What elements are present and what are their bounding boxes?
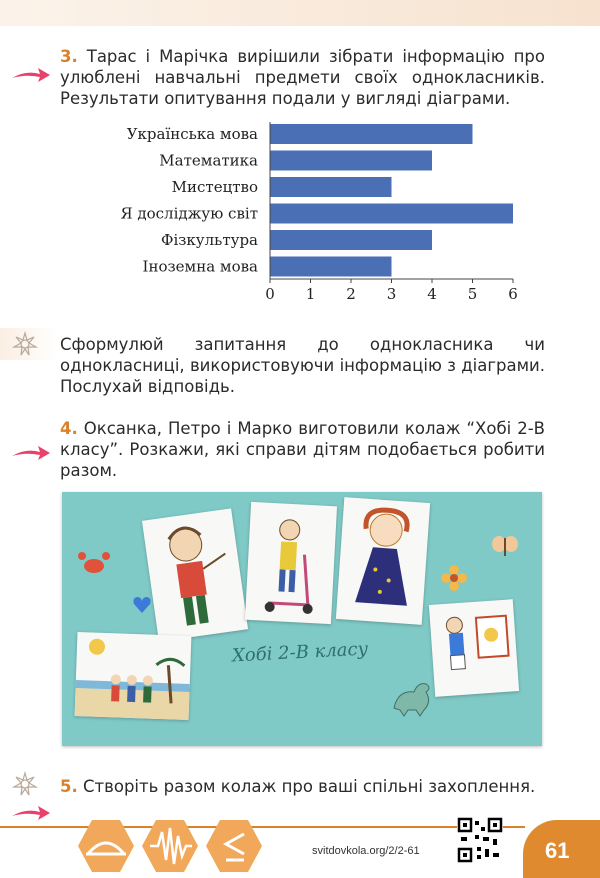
chart-bar [270, 204, 513, 224]
arrow-icon [10, 62, 52, 84]
chart-category-label: Іноземна мова [142, 257, 258, 276]
top-band [0, 0, 600, 26]
chart-tick-label: 1 [305, 285, 316, 303]
chart-bar [270, 230, 432, 250]
footer-url[interactable]: svitdovkola.org/2/2-61 [312, 845, 420, 857]
chart-bar [270, 151, 432, 171]
task-text: Тарас і Марічка вирішили зібрати інформацію про улюблені навчальні предмети своїх однокласників. Результати опитування подали у вигляді діаграми. [60, 47, 545, 108]
drawing-girl [336, 497, 430, 625]
chart-category-label: Мистецтво [171, 178, 258, 196]
drawing-painter [429, 599, 519, 697]
bridge-icon [78, 818, 134, 874]
arrow-icon [10, 440, 52, 462]
heart-icon [132, 596, 152, 614]
chart-category-label: Математика [159, 151, 258, 170]
chart-tick-label: 4 [427, 285, 437, 303]
hint-text-content: Сформулюй запитання до однокласника чи однокласниці, використовуючи інформацію з діаграми. Послухай відповідь. [60, 335, 545, 396]
hint-text [60, 334, 545, 397]
task-5 [60, 776, 545, 797]
chart-tick-label: 2 [346, 285, 356, 303]
chart-category-label: Я досліджую світ [120, 204, 258, 223]
butterfly-icon [490, 534, 520, 560]
qr-code[interactable] [457, 817, 503, 863]
task-text: Оксанка, Петро і Марко виготовили колаж “Хобі 2-В класу”. Розкажи, які справи дітям подобається робити разом. [60, 419, 545, 480]
chart-bar [270, 257, 392, 277]
arrow-icon [10, 800, 52, 822]
task-3 [60, 46, 545, 109]
task-number: 3. [60, 47, 78, 66]
chart-tick-label: 0 [265, 285, 275, 303]
task-4 [60, 418, 545, 481]
collage-image [62, 492, 542, 746]
chart-bar [270, 177, 392, 197]
drawing-scooter [245, 502, 337, 624]
flower-icon [440, 564, 468, 592]
task-number: 5. [60, 777, 78, 796]
drawing-boy [142, 508, 248, 641]
chart-tick-label: 6 [508, 285, 518, 303]
bar-chart [60, 118, 540, 310]
chart-tick-label: 5 [467, 285, 478, 303]
chart-bar [270, 124, 473, 144]
collage-title: Хобі 2-В класу [231, 638, 369, 667]
chart-category-label: Фізкультура [161, 231, 258, 249]
chart-category-label: Українська мова [126, 125, 258, 143]
dinosaur-icon [388, 678, 436, 718]
drawing-beach [75, 632, 192, 720]
chart-tick-label: 3 [386, 285, 397, 303]
flower-icon [10, 770, 40, 798]
task-text: Створіть разом колаж про ваші спільні захоплення. [83, 777, 536, 796]
task-number: 4. [60, 419, 78, 438]
sound-wave-icon [142, 818, 198, 874]
crab-icon [76, 548, 112, 578]
page-number: 61 [545, 838, 570, 863]
flower-icon [10, 330, 40, 358]
less-than-icon [206, 818, 262, 874]
